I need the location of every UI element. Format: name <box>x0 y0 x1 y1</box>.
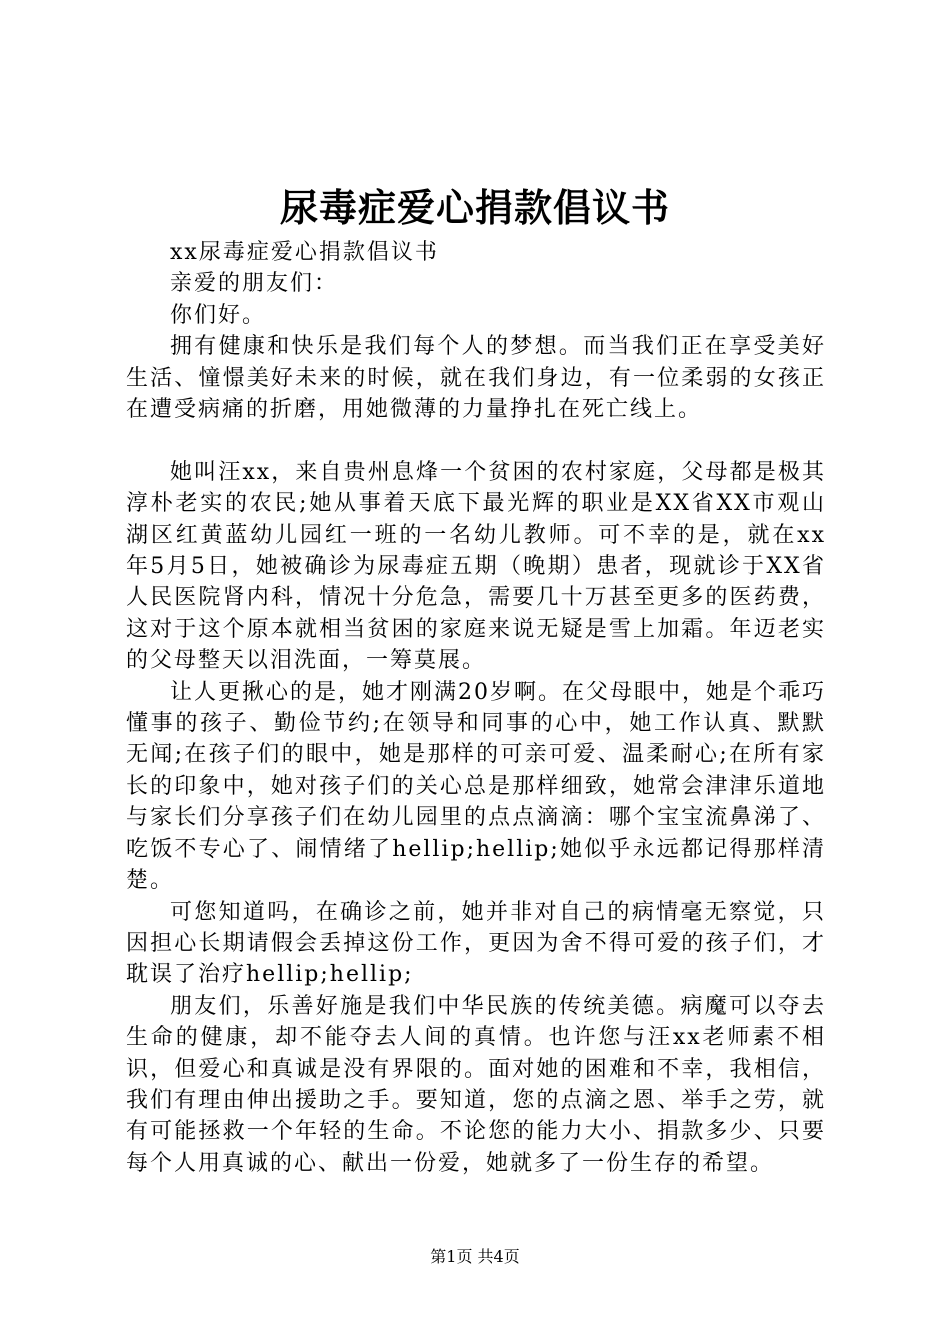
paragraph-background: 她叫汪xx，来自贵州息烽一个贫困的农村家庭，父母都是极其淳朴老实的农民;她从事着天底下最光辉的职业是XX省XX市观山湖区红黄蓝幼儿园红一班的一名幼儿教师。可不幸的是，就在xx年5月5日，她被确诊为尿毒症五期（晚期）患者，现就诊于XX省人民医院肾内科，情况十分危急，需要几十万甚至更多的医药费，这对于这个原本就相当贫困的家庭来说无疑是雪上加霜。年迈老实的父母整天以泪洗面，一筹莫展。 <box>126 459 826 674</box>
paragraph-diagnosis: 可您知道吗，在确诊之前，她并非对自己的病情毫无察觉，只因担心长期请假会丢掉这份工作，更因为舍不得可爱的孩子们，才耽误了治疗hellip;hellip; <box>126 899 826 988</box>
document-title: 尿毒症爱心捐款倡议书 <box>279 185 670 230</box>
paragraph-intro: 拥有健康和快乐是我们每个人的梦想。而当我们正在享受美好生活、憧憬美好未来的时候，就在我们身边，有一位柔弱的女孩正在遭受病痛的折磨，用她微薄的力量挣扎在死亡线上。 <box>126 334 826 423</box>
subtitle-line: xx尿毒症爱心捐款倡议书 <box>170 240 439 265</box>
greeting: 你们好。 <box>170 302 267 328</box>
paragraph-character: 让人更揪心的是，她才刚满20岁啊。在父母眼中，她是个乖巧懂事的孩子、勤俭节约;在领导和同事的心中，她工作认真、默默无闻;在孩子们的眼中，她是那样的可亲可爱、温柔耐心;在所有家长的印象中，她对孩子们的关心总是那样细致，她常会津津乐道地与家长们分享孩子们在幼儿园里的点点滴滴：哪个宝宝流鼻涕了、吃饭不专心了、闹情绪了hellip;hellip;她似乎永远都记得那样清楚。 <box>126 679 826 894</box>
page-number: 第1页 共4页 <box>430 1247 520 1266</box>
paragraph-appeal: 朋友们，乐善好施是我们中华民族的传统美德。病魔可以夺去生命的健康，却不能夺去人间的真情。也许您与汪xx老师素不相识，但爱心和真诚是没有界限的。面对她的困难和不幸，我相信，我们有理由伸出援助之手。要知道，您的点滴之恩、举手之劳，就有可能拯救一个年轻的生命。不论您的能力大小、捐款多少、只要每个人用真诚的心、献出一份爱，她就多了一份生存的希望。 <box>126 993 826 1176</box>
document-body <box>126 237 826 1179</box>
salutation: 亲爱的朋友们： <box>170 271 339 297</box>
